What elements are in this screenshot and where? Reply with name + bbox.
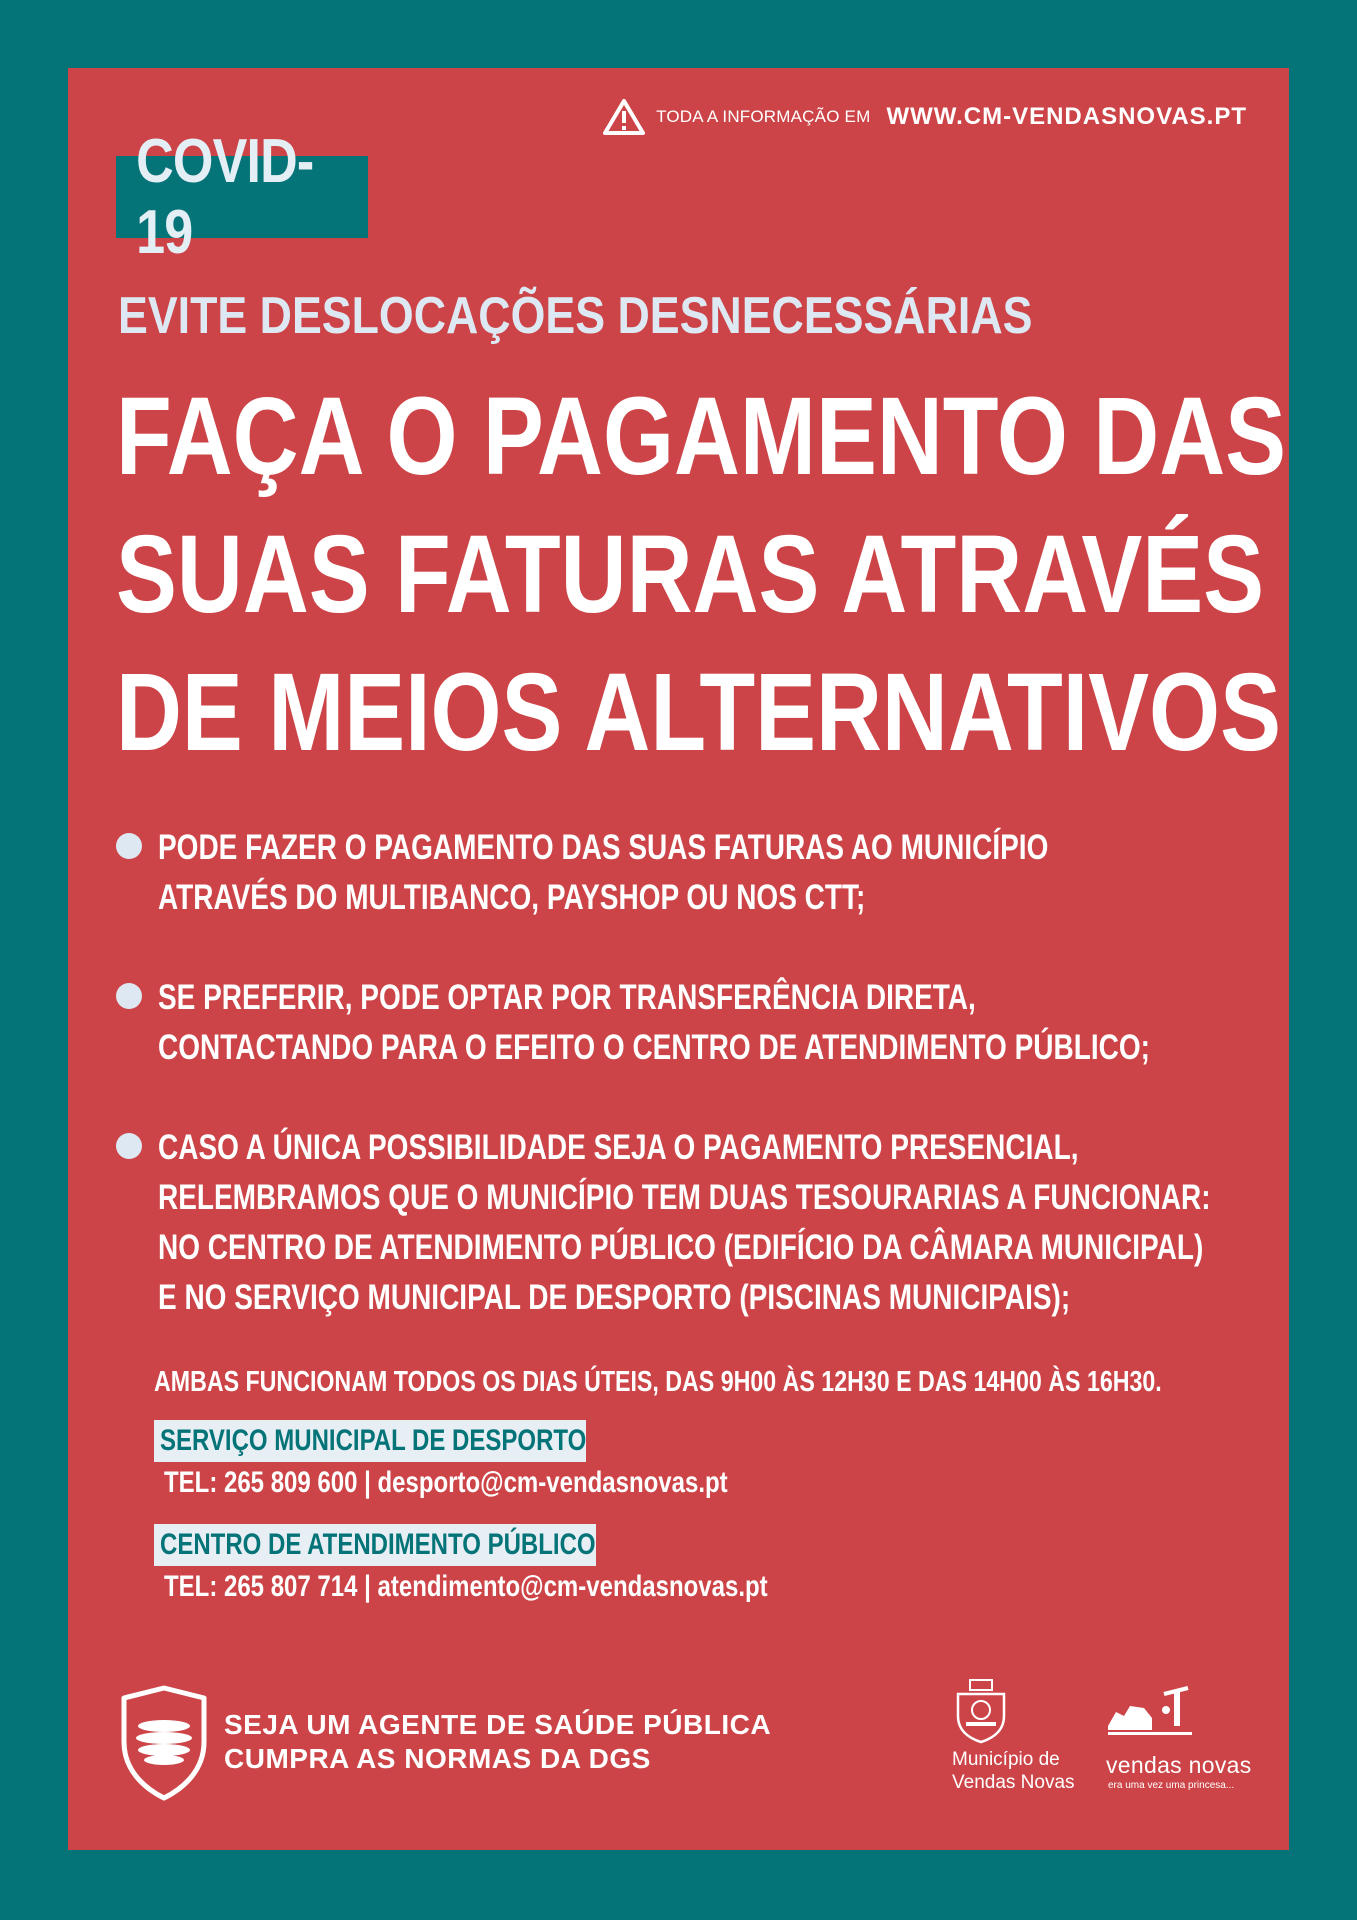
warning-triangle-icon	[602, 98, 646, 136]
bullet-line: PODE FAZER O PAGAMENTO DAS SUAS FATURAS AO MUNICÍPIO	[158, 828, 1049, 867]
contact-label-box	[154, 1524, 596, 1566]
bullet-line: RELEMBRAMOS QUE O MUNICÍPIO TEM DUAS TESOURARIAS A FUNCIONAR:	[158, 1178, 1211, 1217]
bullet-line: SE PREFERIR, PODE OPTAR POR TRANSFERÊNCIA DIRETA,	[158, 978, 976, 1017]
bullet-item	[116, 973, 1276, 1073]
slogan-line: SEJA UM AGENTE DE SAÚDE PÚBLICA	[224, 1709, 772, 1740]
info-bar	[602, 98, 1247, 136]
covid-badge	[116, 127, 368, 267]
brand-name: vendas novas	[1106, 1752, 1252, 1778]
bullet-line: NO CENTRO DE ATENDIMENTO PÚBLICO (EDIFÍCIO DA CÂMARA MUNICIPAL)	[158, 1228, 1204, 1267]
bullet-dot-icon	[116, 1133, 142, 1159]
municipio-name	[952, 1748, 1075, 1794]
dgs-slogan	[224, 1708, 771, 1776]
website-url[interactable]: WWW.CM-VENDASNOVAS.PT	[886, 103, 1247, 130]
municipio-line: Vendas Novas	[952, 1772, 1075, 1793]
bullet-item	[116, 1123, 1276, 1323]
contact-label-box	[154, 1420, 586, 1462]
bullet-list	[116, 823, 1276, 1373]
bullet-dot-icon	[116, 983, 142, 1009]
bullet-line: E NO SERVIÇO MUNICIPAL DE DESPORTO (PISCINAS MUNICIPAIS);	[158, 1278, 1071, 1317]
slogan-line: CUMPRA AS NORMAS DA DGS	[224, 1743, 651, 1774]
contact-label: CENTRO DE ATENDIMENTO PÚBLICO	[160, 1528, 596, 1561]
headline-line: FAÇA O PAGAMENTO DAS	[116, 375, 1287, 498]
bullet-line: CONTACTANDO PARA O EFEITO O CENTRO DE ATENDIMENTO PÚBLICO;	[158, 1028, 1150, 1067]
contact-desporto	[154, 1420, 869, 1500]
contact-atendimento	[154, 1524, 919, 1604]
subtitle: EVITE DESLOCAÇÕES DESNECESSÁRIAS	[118, 287, 1033, 345]
contact-details[interactable]: TEL: 265 809 600 | desporto@cm-vendasnovas.pt	[164, 1466, 728, 1499]
dgs-shield-icon	[118, 1684, 210, 1806]
headline-line: DE MEIOS ALTERNATIVOS	[116, 651, 1281, 774]
brand-tagline: era uma vez uma princesa...	[1108, 1780, 1235, 1791]
vendas-novas-logo-icon	[1104, 1682, 1194, 1748]
opening-hours: AMBAS FUNCIONAM TODOS OS DIAS ÚTEIS, DAS 9H00 ÀS 12H30 E DAS 14H00 ÀS 16H30.	[154, 1366, 1162, 1398]
contact-details[interactable]: TEL: 265 807 714 | atendimento@cm-vendasnovas.pt	[164, 1570, 768, 1603]
bullet-item	[116, 823, 1276, 923]
bullet-dot-icon	[116, 833, 142, 859]
bullet-line: CASO A ÚNICA POSSIBILIDADE SEJA O PAGAMENTO PRESENCIAL,	[158, 1128, 1079, 1167]
info-prefix: TODA A INFORMAÇÃO EM	[656, 107, 871, 126]
headline-line: SUAS FATURAS ATRAVÉS	[116, 513, 1265, 636]
poster	[68, 68, 1289, 1850]
bullet-line: ATRAVÉS DO MULTIBANCO, PAYSHOP OU NOS CTT;	[158, 878, 866, 917]
covid-badge-label: COVID-19	[136, 127, 314, 267]
contact-label: SERVIÇO MUNICIPAL DE DESPORTO	[160, 1424, 587, 1457]
headline	[116, 368, 1286, 782]
municipal-crest-icon	[948, 1678, 1014, 1748]
municipio-line: Município de	[952, 1749, 1060, 1770]
